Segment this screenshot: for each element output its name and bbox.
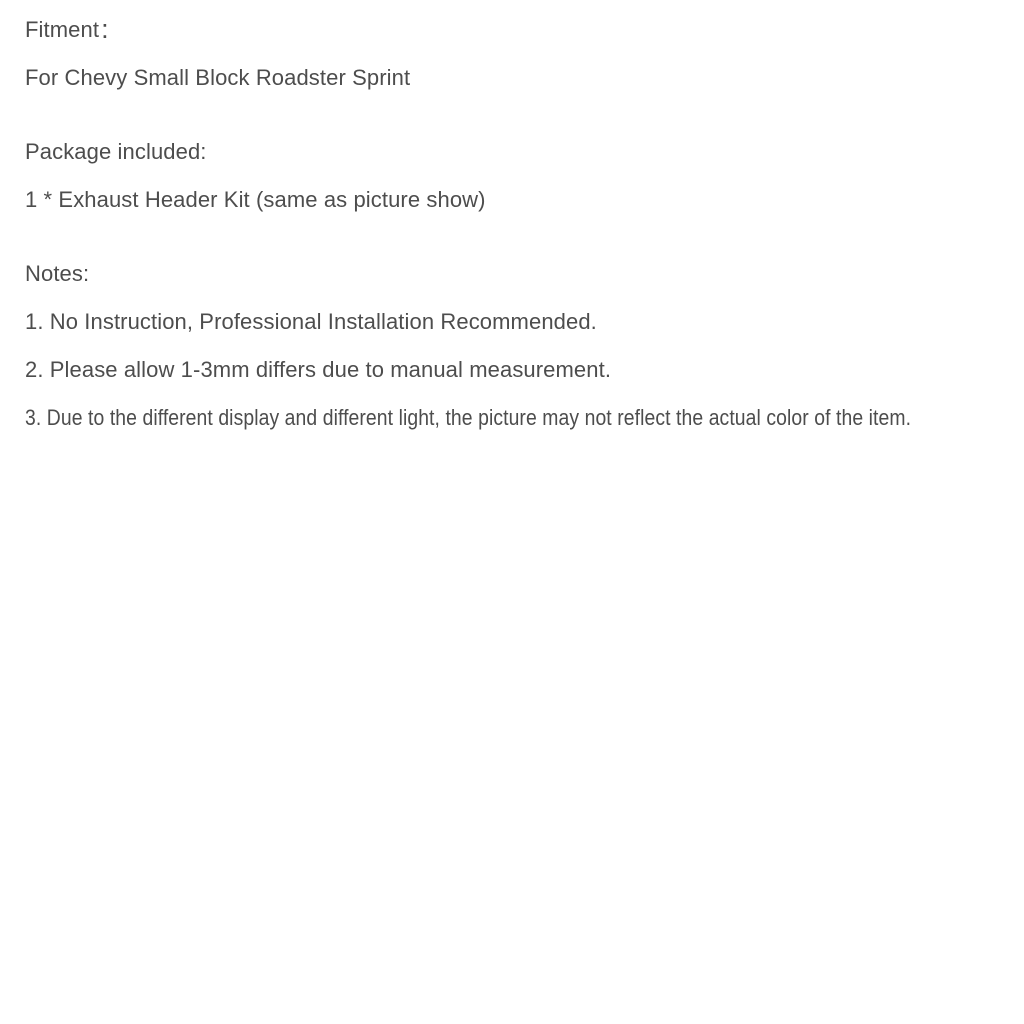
fitment-line: For Chevy Small Block Roadster Sprint: [25, 65, 411, 90]
fitment-heading-colon: :: [101, 14, 109, 44]
note-line-2: 2. Please allow 1-3mm differs due to manual measurement.: [25, 357, 612, 382]
package-item: 1 * Exhaust Header Kit (same as picture show): [25, 187, 486, 212]
package-heading: Package included:: [25, 139, 207, 164]
fitment-heading: [25, 16, 999, 43]
note-line-1: 1. No Instruction, Professional Installation Recommended.: [25, 309, 597, 334]
notes-heading: Notes:: [25, 261, 90, 286]
note-line-3: 3. Due to the different display and different light, the picture may not reflect the actual color of the item.: [25, 405, 912, 430]
fitment-heading-text: Fitment: [25, 17, 100, 42]
